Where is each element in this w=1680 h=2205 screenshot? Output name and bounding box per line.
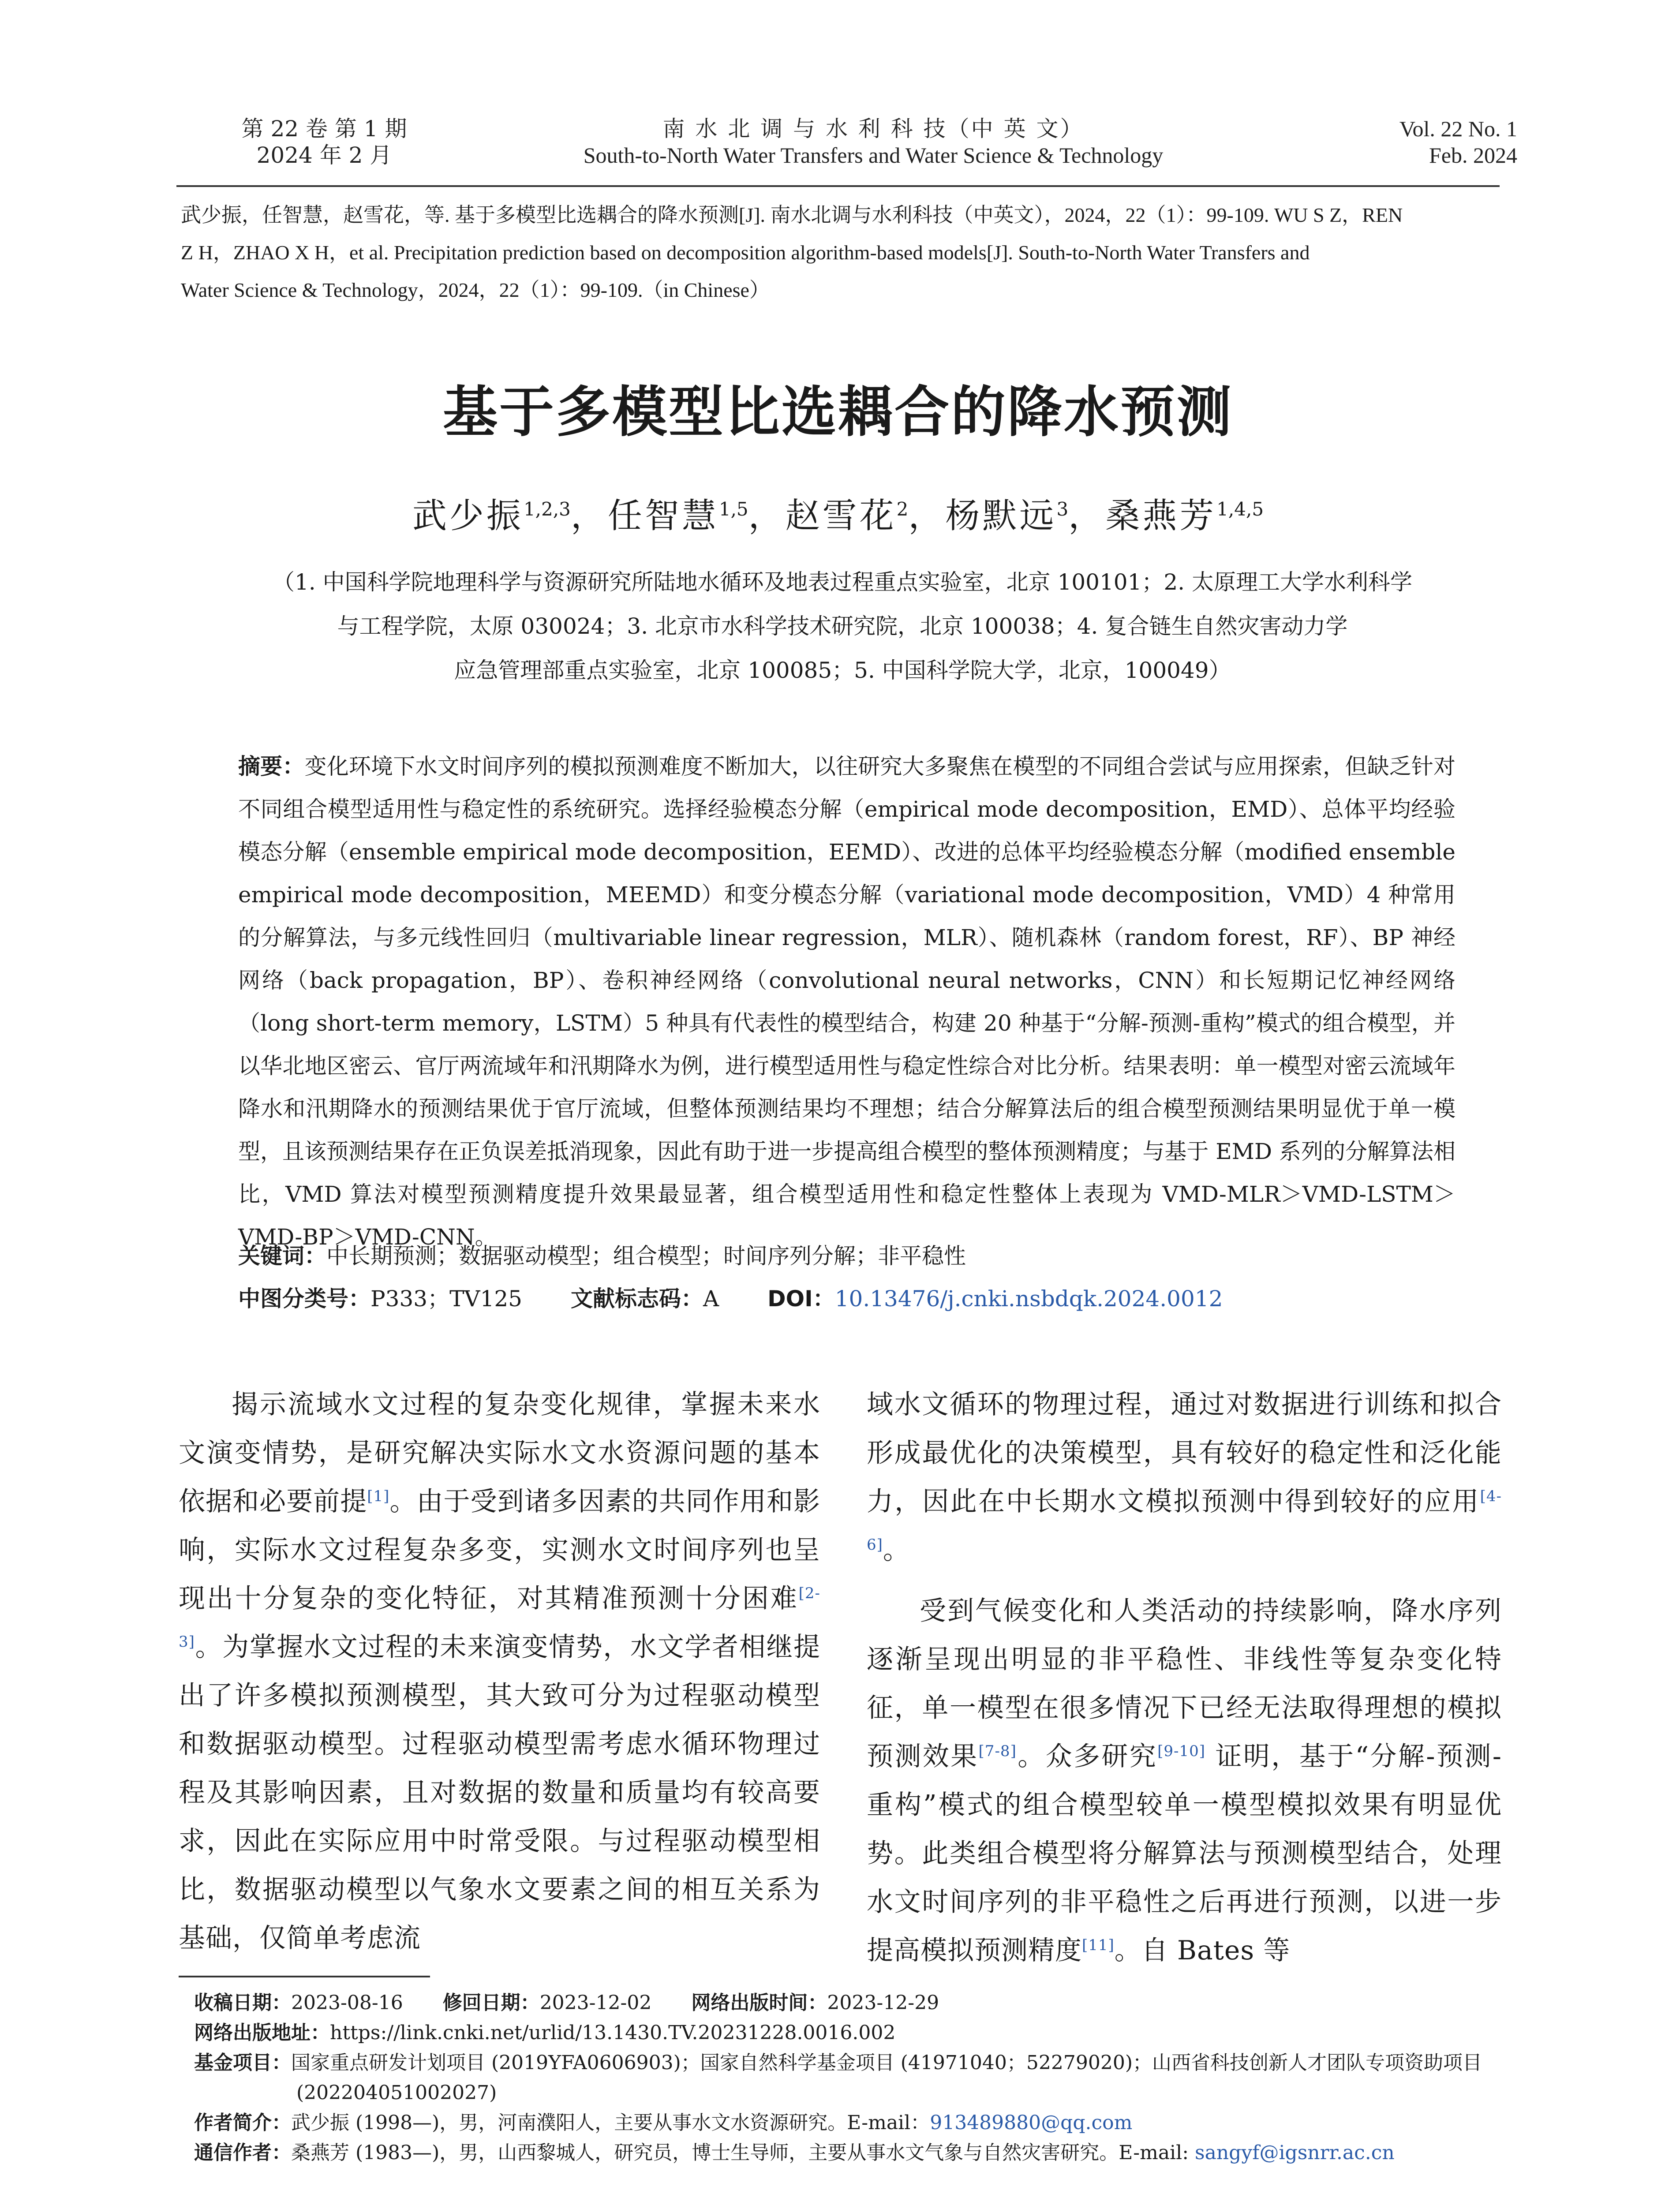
corresponding-line bbox=[194, 2138, 1500, 2168]
fund-line bbox=[194, 2048, 1500, 2108]
citation-ref[interactable]: [11] bbox=[1082, 1936, 1115, 1954]
body-paragraph bbox=[867, 1587, 1502, 1975]
citation-ref[interactable]: [2-3] bbox=[179, 1585, 820, 1651]
corresponding-email-link[interactable]: sangyf@igsnrr.ac.cn bbox=[1195, 2141, 1395, 2164]
citation-ref[interactable]: [7-8] bbox=[978, 1742, 1017, 1760]
body-text: 。 bbox=[883, 1535, 910, 1566]
affiliation-line: 与工程学院，太原 030024；3. 北京市水科学技术研究院，北京 100038；4. 复合链生自然灾害动力学 bbox=[337, 613, 1348, 639]
body-column-right bbox=[867, 1380, 1502, 1975]
clc-value: P333；TV125 bbox=[370, 1286, 522, 1312]
issue-info-cn bbox=[221, 116, 428, 168]
author-name: 任智慧 bbox=[607, 496, 719, 536]
header-rule bbox=[176, 185, 1500, 187]
volume-cn: 第 22 卷 第 1 期 bbox=[241, 116, 407, 142]
citation-line: Z H，ZHAO X H，et al. Precipitation prediction based on decomposition algorithm-based models[J]. South-to-North Water Transfers and bbox=[181, 241, 1310, 264]
author-affil-sup: 2 bbox=[896, 498, 909, 520]
abstract-label: 摘要： bbox=[238, 754, 305, 779]
doc-code-value: A bbox=[703, 1286, 719, 1312]
body-text: 。众多研究 bbox=[1016, 1741, 1158, 1772]
paper-title: 基于多模型比选耦合的降水预测 bbox=[442, 381, 1233, 444]
footnotes bbox=[194, 1988, 1500, 2168]
body-text: 受到气候变化和人类活动的持续影响，降水序列逐渐呈现出明显的非平稳性、非线性等复杂变化特征，单一模型在很多情况下已经无法取得理想的模拟预测效果 bbox=[867, 1596, 1502, 1772]
author-email-link[interactable]: 913489880@qq.com bbox=[930, 2112, 1133, 2134]
author-name: 赵雪花 bbox=[785, 496, 897, 536]
author-name: 武少振 bbox=[412, 496, 524, 536]
citation-line: 武少振，任智慧，赵雪花，等. 基于多模型比选耦合的降水预测[J]. 南水北调与水利科技（中英文），2024，22（1）：99-109. WU S Z，REN bbox=[181, 204, 1403, 226]
body-text: 。为掌握水文过程的未来演变情势，水文学者相继提出了许多模拟预测模型，其大致可分为过程驱动模型和数据驱动模型。过程驱动模型需考虑水循环物理过程及其影响因素，且对数据的数量和质量均有较高要求，因此在实际应用中时常受限。与过程驱动模型相比，数据驱动模型以气象水文要素之间的相互关系为基础，仅简单考虑流 bbox=[179, 1632, 820, 1954]
author-affil-sup: 1,5 bbox=[718, 498, 748, 520]
classification-line bbox=[238, 1278, 1456, 1320]
url-label: 网络出版地址： bbox=[194, 2022, 330, 2044]
online-date: 2023-12-29 bbox=[827, 1992, 939, 2014]
clc-label: 中图分类号： bbox=[238, 1286, 370, 1312]
body-paragraph bbox=[867, 1380, 1502, 1574]
doc-code-label: 文献标志码： bbox=[570, 1286, 703, 1312]
citation-line: Water Science & Technology，2024，22（1）：99-109.（in Chinese） bbox=[181, 279, 770, 301]
corresponding-label: 通信作者： bbox=[194, 2141, 291, 2164]
author-bio-text: 武少振 (1998—)，男，河南濮阳人，主要从事水文水资源研究。E-mail： bbox=[291, 2112, 930, 2134]
fund-text: 国家重点研发计划项目 (2019YFA0606903)；国家自然科学基金项目 (41971040；52279020)；山西省科技创新人才团队专项资助项目 (202204051002027) bbox=[291, 2052, 1482, 2104]
citation-ref[interactable]: [4-6] bbox=[867, 1487, 1502, 1554]
keywords-text: 中长期预测；数据驱动模型；组合模型；时间序列分解；非平稳性 bbox=[326, 1243, 966, 1269]
keywords bbox=[238, 1235, 1456, 1278]
abstract-text: 变化环境下水文时间序列的模拟预测难度不断加大，以往研究大多聚焦在模型的不同组合尝试与应用探索，但缺乏针对不同组合模型适用性与稳定性的系统研究。选择经验模态分解（empirical mode decomposition，EMD）、总体平均经验模态分解（ensemble empirical mode decomposition，EEMD）、改进的总体平均经验模态分解（modified ensemble empirical mode decomposition，MEEMD）和变分模态分解（variational mode decomposition，VMD）4 种常用的分解算法，与多元线性回归（multivariable linear regression，MLR）、随机森林（random forest，RF）、BP 神经网络（back propagation，BP）、卷积神经网络（convolutional neural networks，CNN）和长短期记忆神经网络（long short-term memory，LSTM）5 种具有代表性的模型结合，构建 20 种基于“分解-预测-重构”模式的组合模型，并以华北地区密云、官厅两流域年和汛期降水为例，进行模型适用性与稳定性综合对比分析。结果表明：单一模型对密云流域年降水和汛期降水的预测结果优于官厅流域，但整体预测结果均不理想；结合分解算法后的组合模型预测结果明显优于单一模型，且该预测结果存在正负误差抵消现象，因此有助于进一步提高组合模型的整体预测精度；与基于 EMD 系列的分解算法相比，VMD 算法对模型预测精度提升效果最显著，组合模型适用性和稳定性整体上表现为 VMD-MLR＞VMD-LSTM＞VMD-BP＞VMD-CNN。 bbox=[238, 754, 1456, 1250]
author-affil-sup: 1,2,3 bbox=[523, 498, 571, 520]
date-en: Feb. 2024 bbox=[1429, 143, 1517, 168]
body-text: 证明，基于“分解-预测-重构”模式的组合模型较单一模型模拟效果有明显优势。此类组合模型将分解算法与预测模型结合，处理水文时间序列的非平稳性之后再进行预测，以进一步提高模拟预测精度 bbox=[867, 1741, 1502, 1966]
dates-line bbox=[194, 1988, 1500, 2018]
author-affil-sup: 1,4,5 bbox=[1216, 498, 1264, 520]
affiliation-line: 应急管理部重点实验室，北京 100085；5. 中国科学院大学，北京，100049） bbox=[454, 658, 1231, 683]
body-text: 揭示流域水文过程的复杂变化规律，掌握未来水文演变情势，是研究解决实际水文水资源问题的基本依据和必要前提 bbox=[179, 1389, 820, 1517]
body-text: 。自 Bates 等 bbox=[1114, 1935, 1291, 1966]
fund-label: 基金项目： bbox=[194, 2052, 291, 2074]
journal-name-en: South-to-North Water Transfers and Water Science & Technology bbox=[583, 143, 1164, 168]
journal-name-cn: 南 水 北 调 与 水 利 科 技（中 英 文） bbox=[662, 116, 1084, 142]
volume-en: Vol. 22 No. 1 bbox=[1399, 116, 1517, 141]
keywords-label: 关键词： bbox=[238, 1243, 326, 1269]
revised-label: 修回日期： bbox=[442, 1992, 540, 2014]
received-label: 收稿日期： bbox=[194, 1992, 291, 2014]
doi-link[interactable]: 10.13476/j.cnki.nsbdqk.2024.0012 bbox=[834, 1286, 1223, 1312]
body-text: 。由于受到诸多因素的共同作用和影响，实际水文过程复杂多变，实测水文时间序列也呈现出十分复杂的变化特征，对其精准预测十分困难 bbox=[179, 1486, 821, 1614]
date-cn: 2024 年 2 月 bbox=[256, 142, 392, 168]
issue-info-en bbox=[1306, 116, 1517, 168]
author-name: 桑燕芳 bbox=[1105, 496, 1217, 536]
corresponding-text: 桑燕芳 (1983—)，男，山西黎城人，研究员，博士生导师，主要从事水文气象与自然灾害研究。E-mail: bbox=[291, 2141, 1195, 2164]
body-text: 域水文循环的物理过程，通过对数据进行训练和拟合形成最优化的决策模型，具有较好的稳定性和泛化能力，因此在中长期水文模拟预测中得到较好的应用 bbox=[867, 1389, 1502, 1517]
citation-ref[interactable]: [9-10] bbox=[1157, 1742, 1206, 1760]
body-column-left bbox=[179, 1380, 820, 1962]
online-url[interactable]: https://link.cnki.net/urlid/13.1430.TV.20231228.0016.002 bbox=[330, 2022, 896, 2044]
url-line bbox=[194, 2018, 1500, 2048]
online-label: 网络出版时间： bbox=[691, 1992, 827, 2014]
author-bio-line bbox=[194, 2108, 1500, 2138]
author-bio-label: 作者简介： bbox=[194, 2112, 291, 2134]
journal-name bbox=[520, 116, 1226, 168]
abstract bbox=[238, 745, 1456, 1259]
doi-label: DOI： bbox=[767, 1286, 835, 1312]
author-affil-sup: 3 bbox=[1056, 498, 1069, 520]
revised-date: 2023-12-02 bbox=[539, 1992, 652, 2014]
affiliations bbox=[247, 560, 1438, 692]
affiliation-line: （1. 中国科学院地理科学与资源研究所陆地水循环及地表过程重点实验室，北京 100101；2. 太原理工大学水利科学 bbox=[273, 569, 1412, 595]
footnote-rule bbox=[179, 1976, 430, 1977]
citation-block bbox=[181, 196, 1500, 309]
received-date: 2023-08-16 bbox=[291, 1992, 403, 2014]
author-name: 杨默远 bbox=[945, 496, 1057, 536]
author-list: 武少振$^{1,2,3}$，任智慧$^{1,5}$，赵雪花$^2$，杨默远$^3$，桑燕芳$^{1,4,5}$ bbox=[412, 496, 1264, 536]
citation-ref[interactable]: [1] bbox=[367, 1487, 390, 1505]
body-paragraph bbox=[179, 1380, 820, 1962]
